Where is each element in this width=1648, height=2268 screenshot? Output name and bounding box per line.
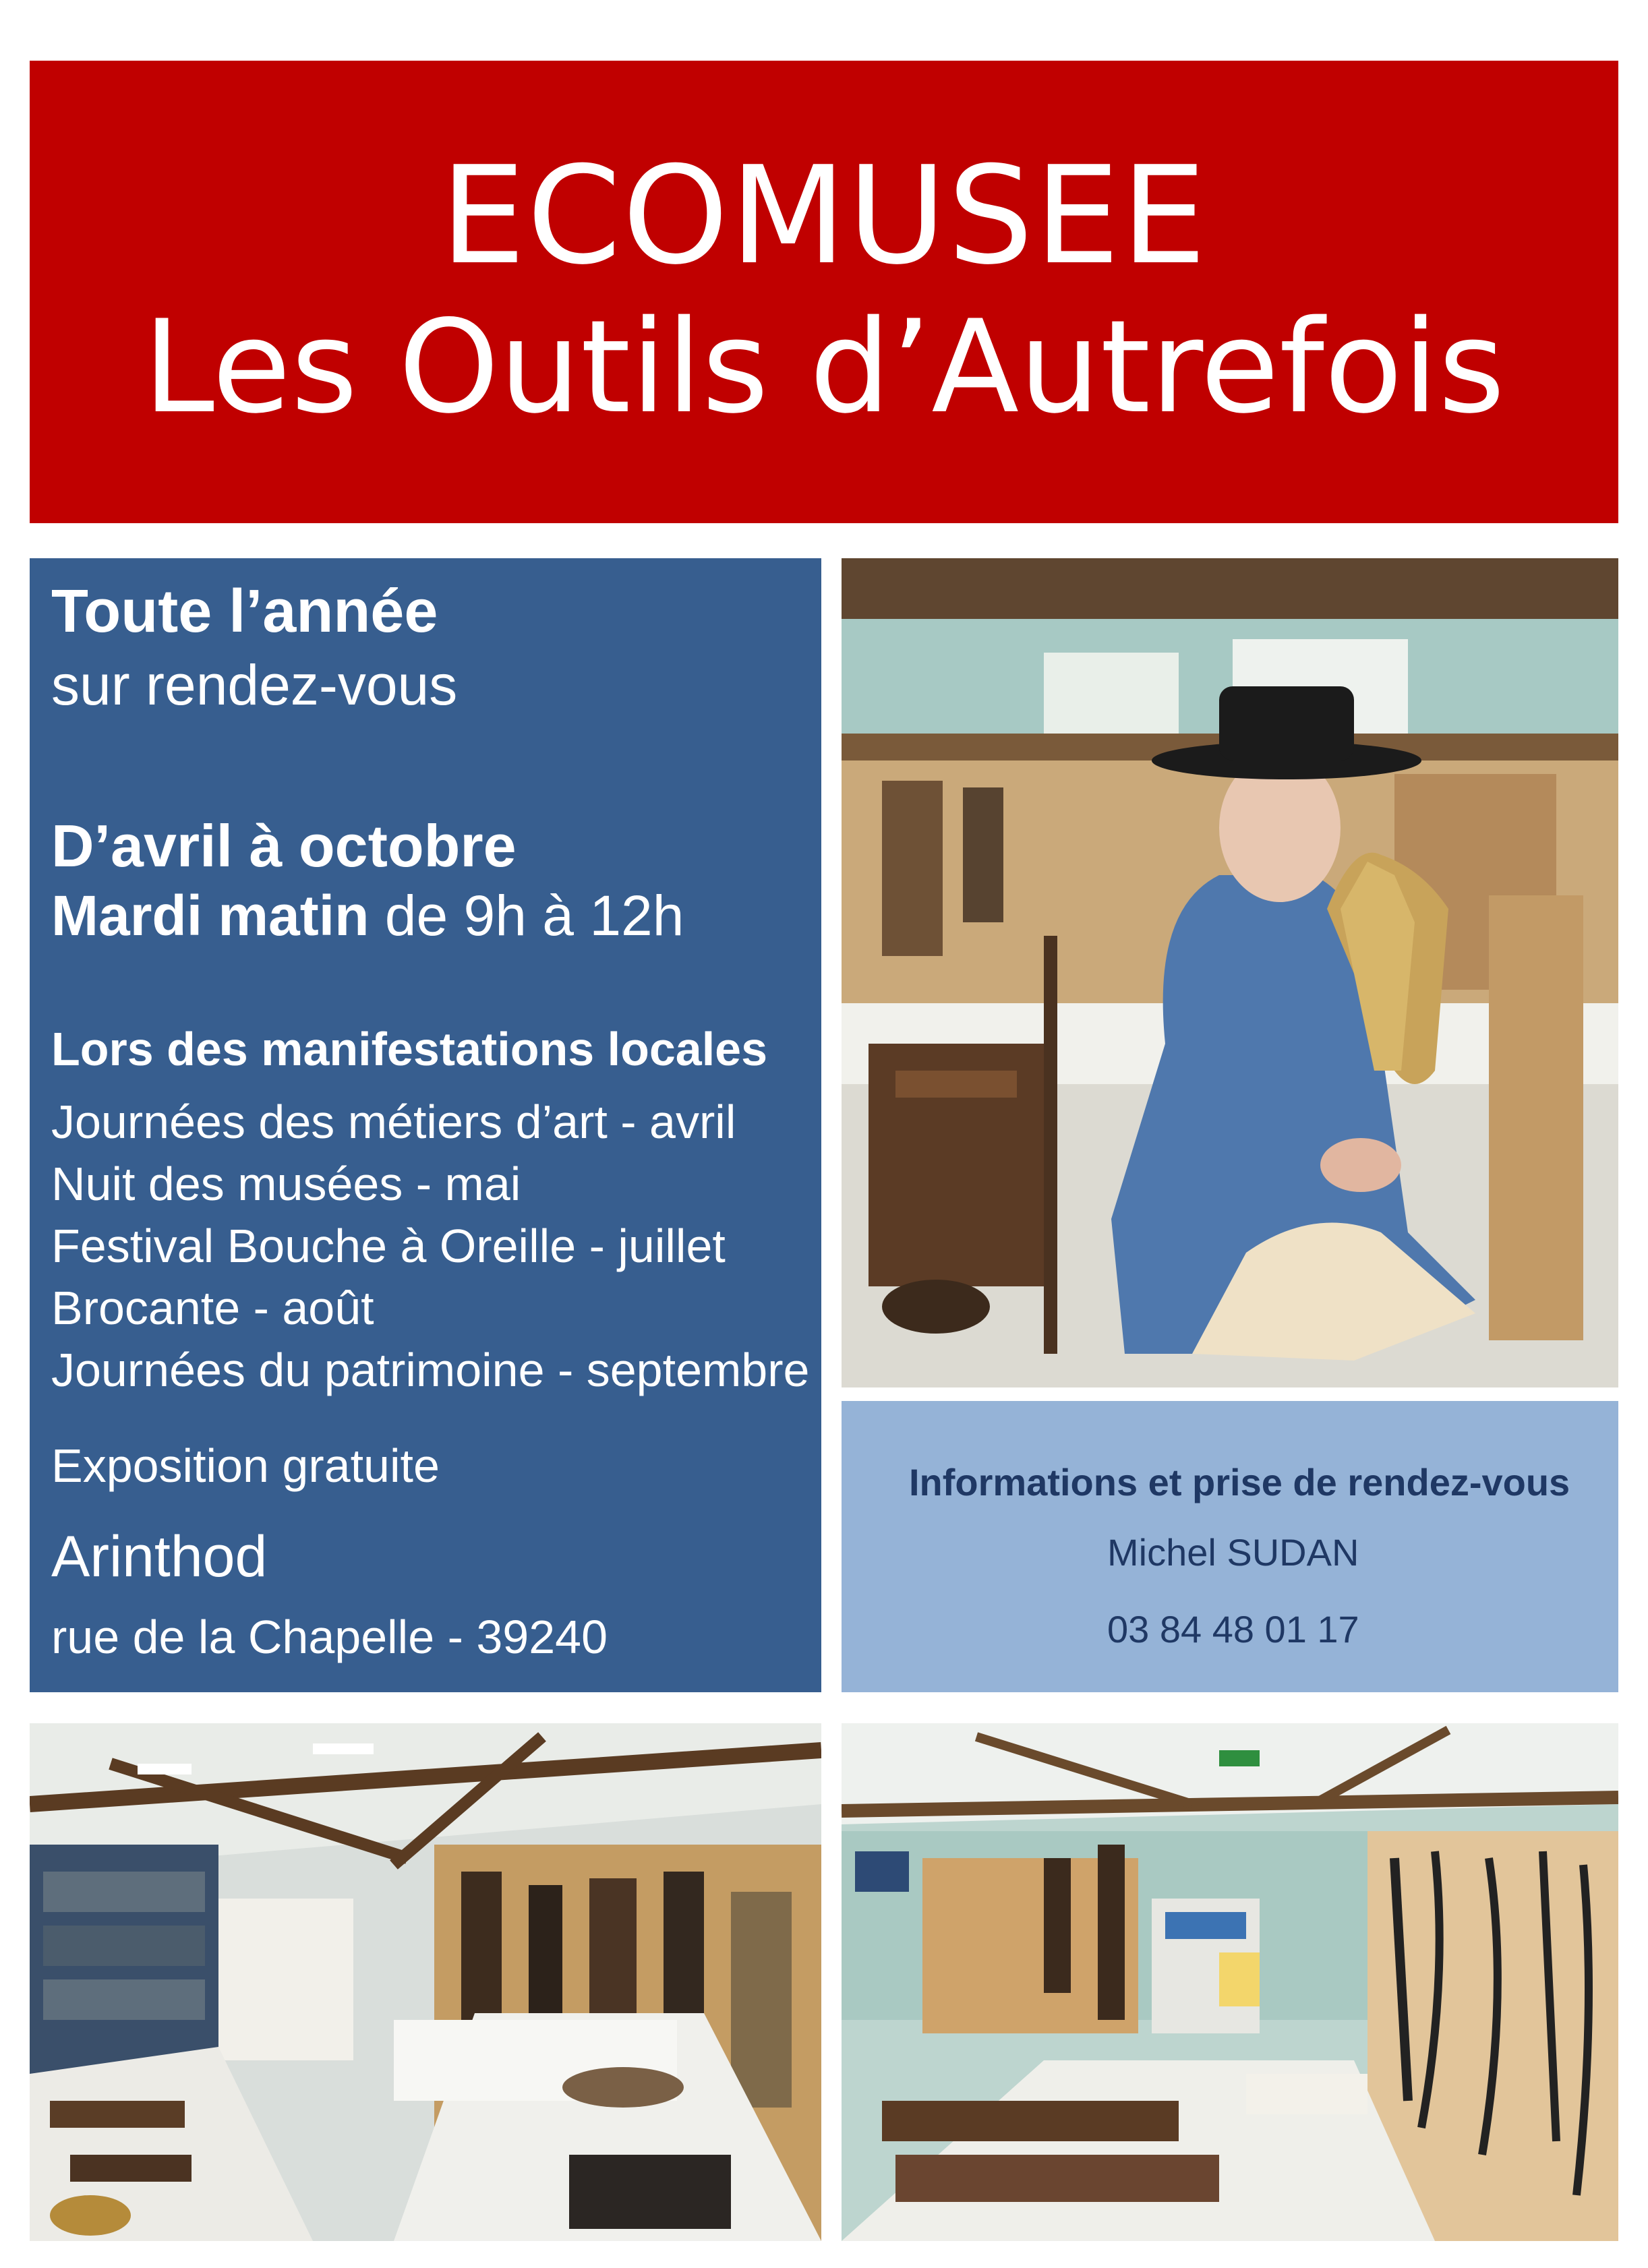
contact-title: Informations et prise de rendez-vous	[909, 1461, 1570, 1503]
event-item: Nuit des musées - mai	[51, 1158, 521, 1210]
address: rue de la Chapelle - 39240	[51, 1611, 608, 1663]
season-day: Mardi matin	[51, 884, 370, 947]
museum-hall-photo-left	[30, 1723, 821, 2241]
all-year-title: Toute l’année	[51, 578, 438, 645]
event-item: Journées du patrimoine - septembre	[51, 1344, 810, 1396]
banner-subtitle: Les Outils d’Autrefois	[143, 292, 1505, 442]
event-item: Festival Bouche à Oreille - juillet	[51, 1220, 726, 1272]
event-item: Journées des métiers d’art - avril	[51, 1096, 736, 1148]
museum-hall-photo-right	[842, 1723, 1618, 2241]
season-hours: de 9h à 12h	[369, 884, 684, 947]
town: Arinthod	[51, 1524, 268, 1589]
contact-phone: 03 84 48 01 17	[1107, 1608, 1359, 1650]
contact-name: Michel SUDAN	[1107, 1531, 1359, 1574]
event-item: Brocante - août	[51, 1282, 374, 1334]
contact-panel	[842, 1401, 1618, 1692]
banner-title: ECOMUSEE	[440, 137, 1208, 295]
craftsman-photo	[842, 558, 1618, 1387]
free-exhibition: Exposition gratuite	[51, 1439, 440, 1492]
schedule-panel	[30, 558, 821, 1692]
title-banner	[30, 61, 1618, 523]
season-title: D’avril à octobre	[51, 812, 517, 879]
events-title: Lors des manifestations locales	[51, 1023, 768, 1075]
all-year-subtitle: sur rendez-vous	[51, 653, 458, 717]
season-hours-line	[51, 883, 684, 949]
